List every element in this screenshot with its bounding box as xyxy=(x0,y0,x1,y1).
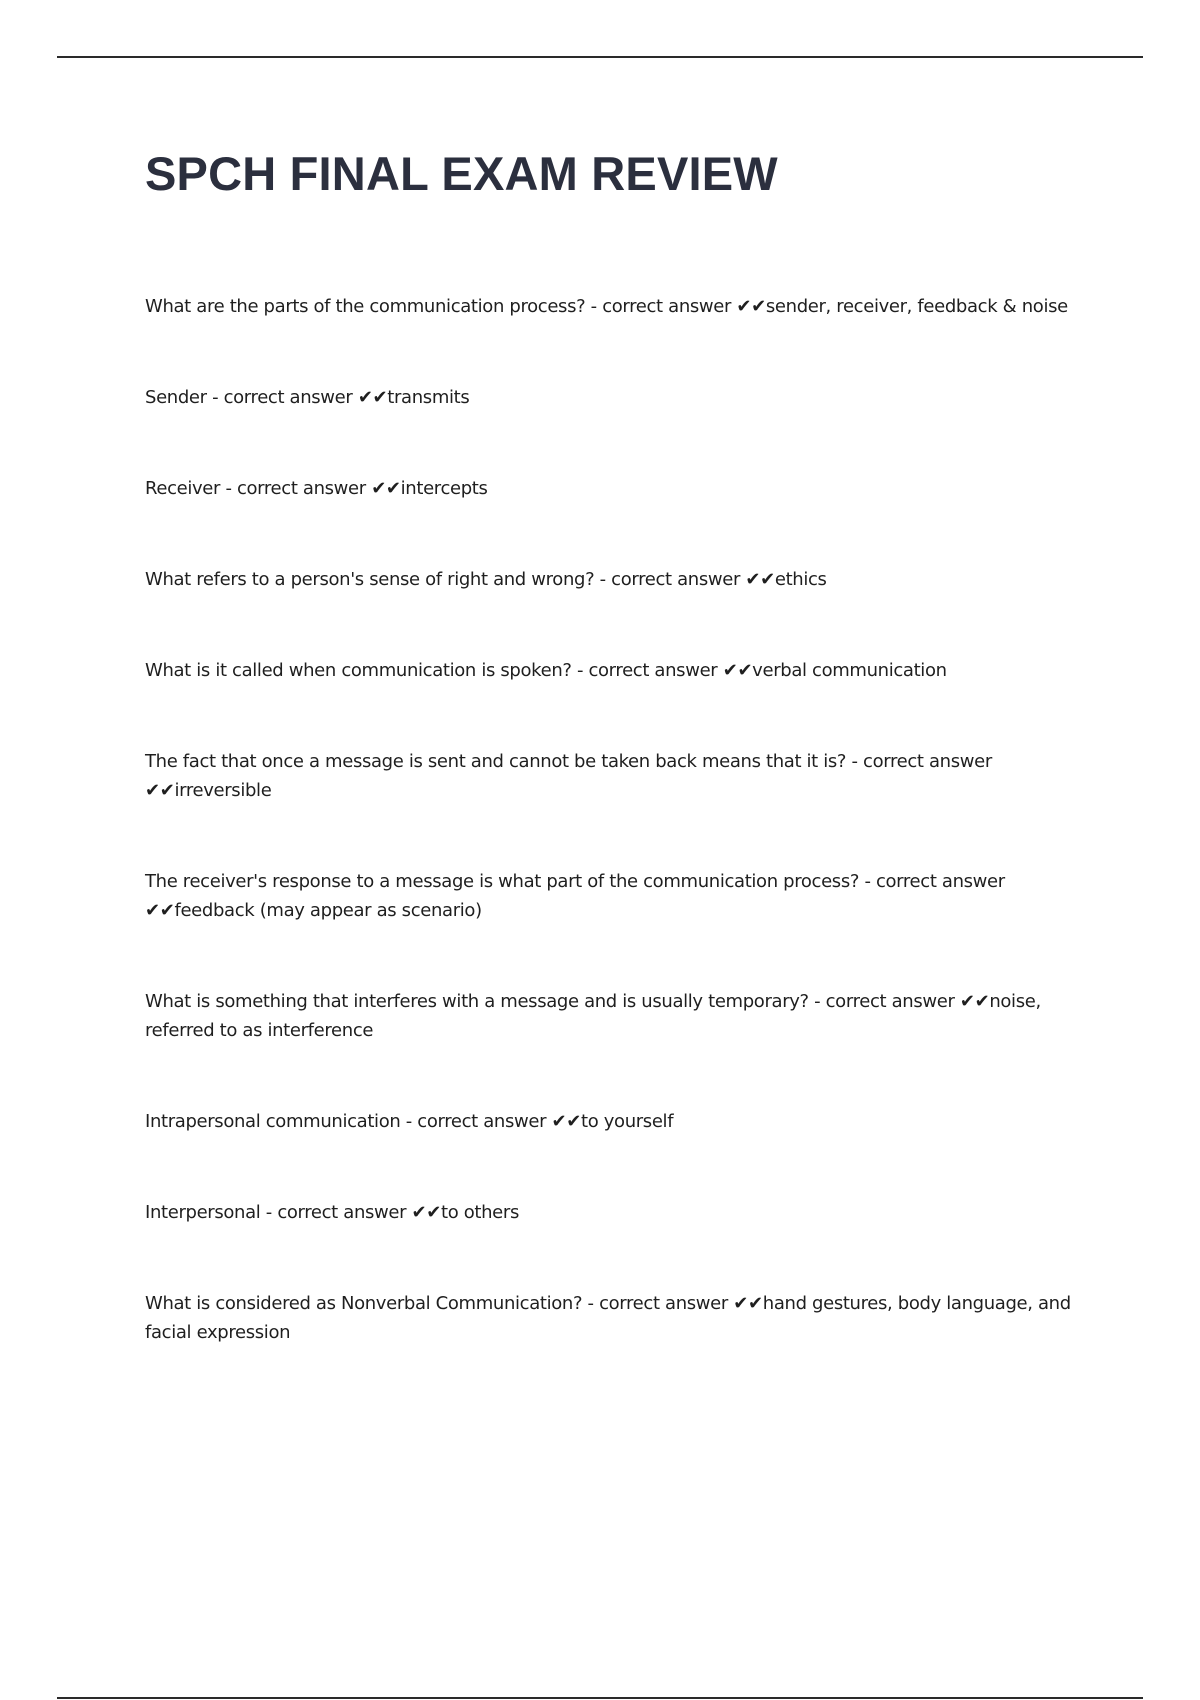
qa-item-intrapersonal: Intrapersonal communication - correct answer ✔✔to yourself xyxy=(145,1111,674,1132)
qa-item-noise: What is something that interferes with a message and is usually temporary? - correct answer ✔✔noise, referred to as interference xyxy=(145,991,1041,1041)
qa-item-nonverbal: What is considered as Nonverbal Communication? - correct answer ✔✔hand gestures, body language, and facial expression xyxy=(145,1293,1071,1343)
qa-item-ethics: What refers to a person's sense of right and wrong? - correct answer ✔✔ethics xyxy=(145,569,827,590)
qa-list xyxy=(145,292,1085,1409)
qa-item-irreversible: The fact that once a message is sent and cannot be taken back means that it is? - correct answer ✔✔irreversible xyxy=(145,751,992,801)
qa-item-verbal-communication: What is it called when communication is spoken? - correct answer ✔✔verbal communication xyxy=(145,660,947,681)
qa-item-communication-process: What are the parts of the communication process? - correct answer ✔✔sender, receiver, feedback & noise xyxy=(145,296,1068,317)
top-rule xyxy=(57,56,1143,58)
qa-item-receiver: Receiver - correct answer ✔✔intercepts xyxy=(145,478,488,499)
qa-item-feedback: The receiver's response to a message is what part of the communication process? - correct answer ✔✔feedback (may appear as scenario) xyxy=(145,871,1005,921)
qa-item-sender: Sender - correct answer ✔✔transmits xyxy=(145,387,470,408)
document-title: SPCH FINAL EXAM REVIEW xyxy=(145,147,778,200)
qa-item-interpersonal: Interpersonal - correct answer ✔✔to others xyxy=(145,1202,519,1223)
bottom-rule xyxy=(57,1697,1143,1699)
